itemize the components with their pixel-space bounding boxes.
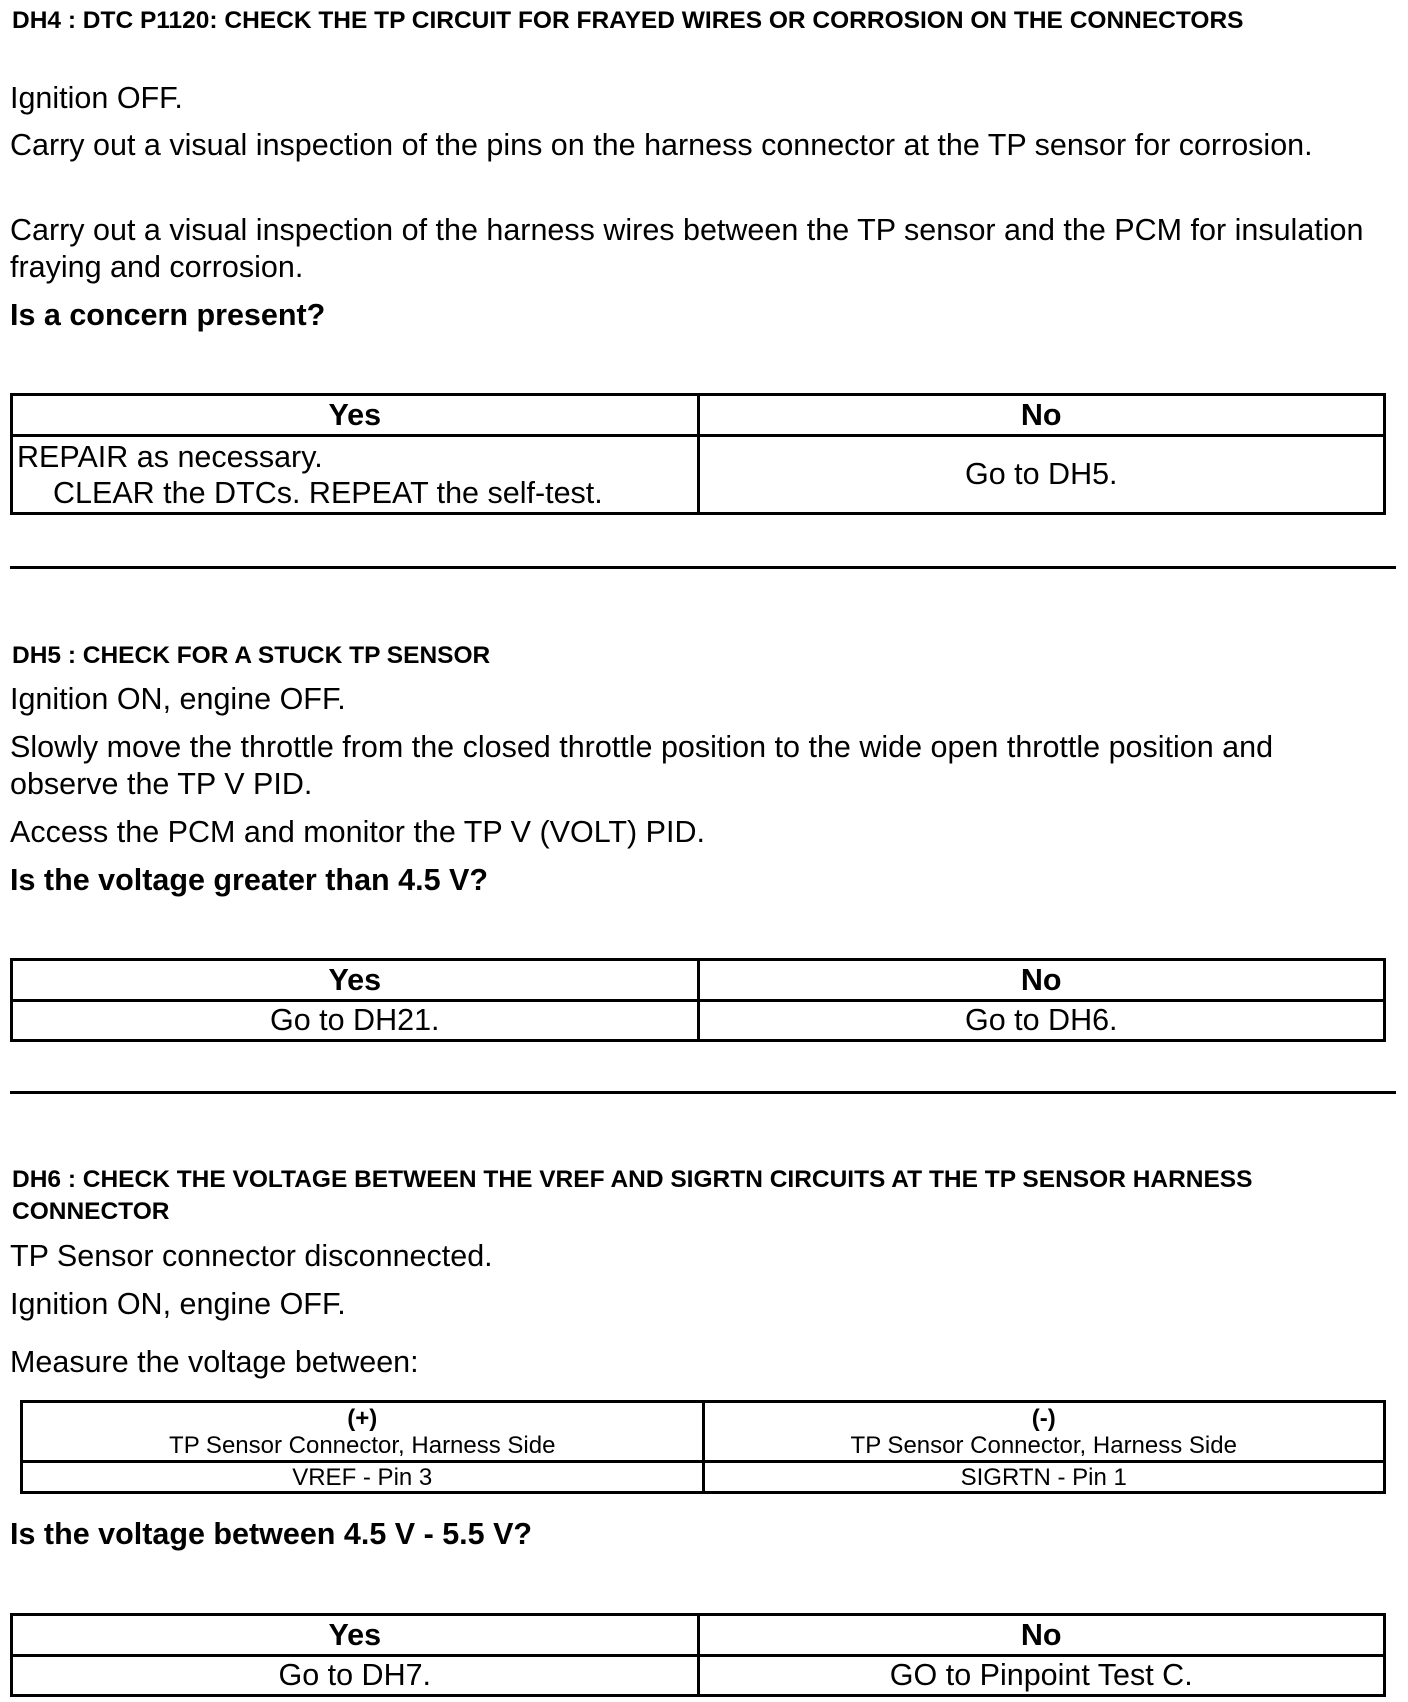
- dh4-yes-line-2: CLEAR the DTCs. REPEAT the self-test.: [53, 475, 603, 510]
- dh5-question: Is the voltage greater than 4.5 V?: [10, 863, 488, 897]
- yes-header: Yes: [12, 395, 699, 436]
- dh4-title: DH4 : DTC P1120: CHECK THE TP CIRCUIT FOR FRAYED WIRES OR CORROSION ON THE CONNECTORS: [12, 7, 1244, 34]
- dh5-step-1: Ignition ON, engine OFF.: [10, 682, 346, 716]
- minus-probe-header: [703, 1402, 1385, 1462]
- no-header: No: [698, 1615, 1385, 1656]
- dh4-yes-cell: [12, 436, 699, 514]
- minus-pin-value: SIGRTN - Pin 1: [703, 1462, 1385, 1493]
- yes-header: Yes: [12, 1615, 699, 1656]
- dh4-step-3: Carry out a visual inspection of the harness wires between the TP sensor and the PCM for insulation fraying and corrosion.: [10, 213, 1364, 284]
- yes-header: Yes: [12, 960, 699, 1001]
- section-divider: [10, 566, 1396, 569]
- dh6-yes-cell: Go to DH7.: [12, 1656, 699, 1696]
- dh5-step-3: Access the PCM and monitor the TP V (VOLT) PID.: [10, 815, 705, 849]
- dh6-step-1: TP Sensor connector disconnected.: [10, 1239, 493, 1273]
- dh4-step-2: Carry out a visual inspection of the pins on the harness connector at the TP sensor for corrosion.: [10, 128, 1313, 162]
- dh6-step-3: Measure the voltage between:: [10, 1345, 419, 1379]
- dh6-no-cell: GO to Pinpoint Test C.: [698, 1656, 1385, 1696]
- dh5-title: DH5 : CHECK FOR A STUCK TP SENSOR: [12, 642, 491, 669]
- plus-probe-header: [22, 1402, 704, 1462]
- dh6-measure-table: [20, 1400, 1386, 1494]
- dh5-no-cell: Go to DH6.: [698, 1001, 1385, 1041]
- dh4-yes-line-1: REPAIR as necessary.: [17, 439, 323, 474]
- dh4-result-table: [10, 393, 1386, 515]
- no-header: No: [698, 960, 1385, 1001]
- plus-connector-label: TP Sensor Connector, Harness Side: [169, 1431, 556, 1459]
- dh5-yes-cell: Go to DH21.: [12, 1001, 699, 1041]
- dh5-step-2: Slowly move the throttle from the closed throttle position to the wide open throttle position and observe the TP V PID.: [10, 730, 1274, 801]
- dh4-question: Is a concern present?: [10, 298, 326, 332]
- section-divider: [10, 1091, 1396, 1094]
- plus-symbol: (+): [347, 1404, 378, 1432]
- dh4-no-cell: Go to DH5.: [698, 436, 1385, 514]
- dh6-title: DH6 : CHECK THE VOLTAGE BETWEEN THE VREF AND SIGRTN CIRCUITS AT THE TP SENSOR HARNESS CONNECTOR: [12, 1166, 1253, 1225]
- dh6-step-2: Ignition ON, engine OFF.: [10, 1287, 346, 1321]
- no-header: No: [698, 395, 1385, 436]
- dh6-result-table: [10, 1613, 1386, 1697]
- dh5-result-table: [10, 958, 1386, 1042]
- minus-symbol: (-): [1031, 1404, 1056, 1432]
- dh4-step-1: Ignition OFF.: [10, 81, 183, 115]
- plus-pin-value: VREF - Pin 3: [22, 1462, 704, 1493]
- minus-connector-label: TP Sensor Connector, Harness Side: [850, 1431, 1237, 1459]
- dh6-question: Is the voltage between 4.5 V - 5.5 V?: [10, 1517, 533, 1551]
